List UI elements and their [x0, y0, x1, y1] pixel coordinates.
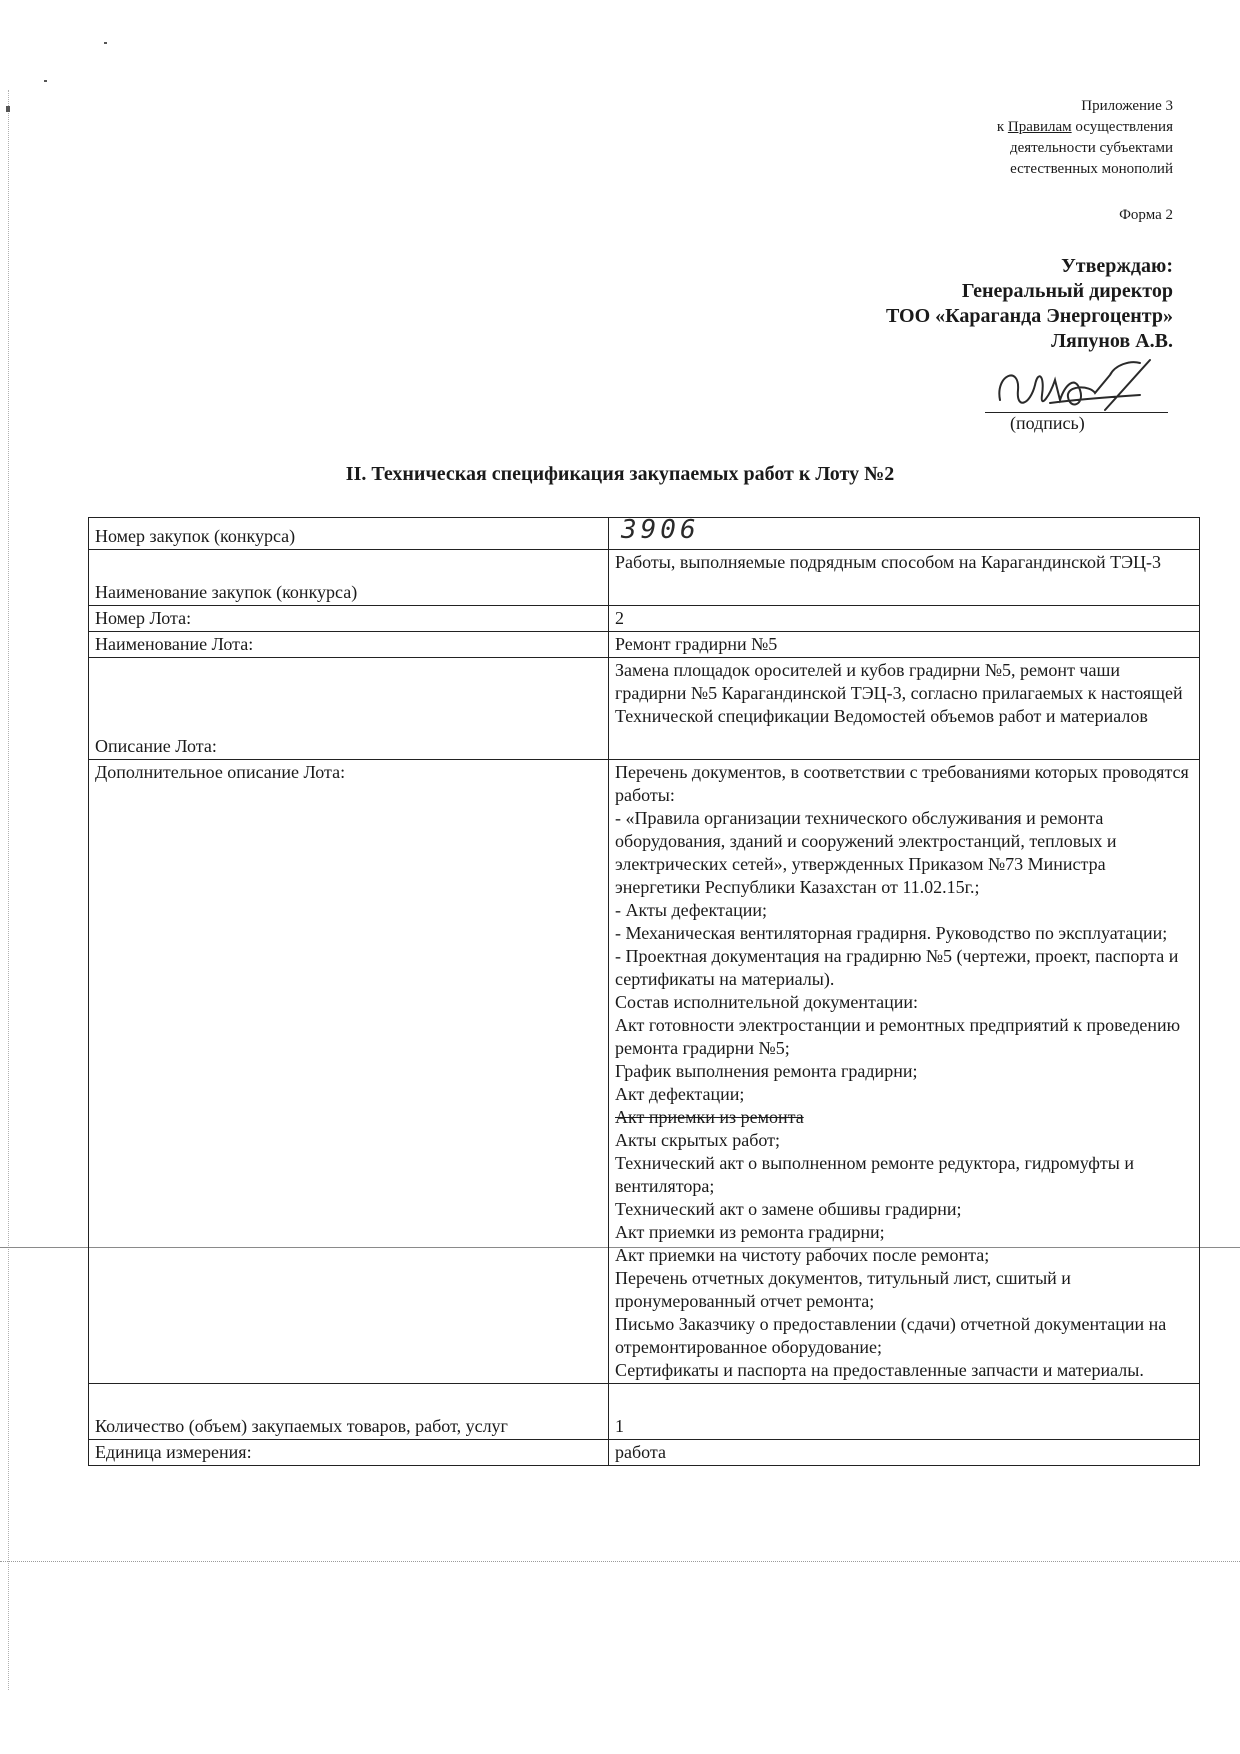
appendix-line: к Правилам осуществления [996, 119, 1173, 135]
signature-caption: (подпись) [1010, 413, 1085, 433]
description-line: Письмо Заказчику о предоставлении (сдачи) отчетной документации на отремонтированное оборудование; [615, 1314, 1167, 1357]
description-line: Перечень отчетных документов, титульный лист, сшитый и пронумерованный отчет ремонта; [615, 1268, 1071, 1311]
approval-title: Утверждаю: [1061, 255, 1173, 277]
lot-description-label: Описание Лота: [89, 658, 609, 760]
description-line: Сертификаты и паспорта на предоставленные запчасти и материалы. [615, 1360, 1144, 1380]
specification-table [88, 517, 1200, 1466]
appendix-line: Приложение 3 [1081, 98, 1173, 114]
appendix-line: естественных монополий [1010, 161, 1173, 177]
table-row [89, 760, 1200, 1384]
table-row [89, 658, 1200, 760]
description-line: Акт готовности электростанции и ремонтных предприятий к проведению ремонта градирни №5; [615, 1015, 1181, 1058]
additional-description-value [609, 760, 1200, 1384]
appendix-line: деятельности субъектами [1009, 140, 1173, 156]
table-row [89, 550, 1200, 606]
description-line: Акты скрытых работ; [615, 1130, 781, 1150]
lot-name-label: Наименование Лота: [89, 632, 609, 658]
table-row [89, 606, 1200, 632]
appendix-reference [913, 96, 1173, 180]
procurement-number-value [609, 515, 1200, 550]
lot-number-value: 2 [609, 606, 1200, 632]
description-line: Акт приемки на чистоту рабочих после ремонта; [615, 1245, 990, 1265]
procurement-number-label: Номер закупок (конкурса) [89, 518, 609, 550]
table-row [89, 518, 1200, 550]
description-line: - Акты дефектации; [615, 900, 767, 920]
approval-block [773, 254, 1173, 354]
description-line: Акт приемки из ремонта градирни; [615, 1222, 885, 1242]
table-row [89, 1440, 1200, 1466]
description-line: График выполнения ремонта градирни; [615, 1061, 918, 1081]
description-line: Состав исполнительной документации: [615, 992, 918, 1012]
approver-company: ТОО «Караганда Энергоцентр» [885, 305, 1173, 327]
lot-description-value: Замена площадок оросителей и кубов градирни №5, ремонт чаши градирни №5 Карагандинской ТЭЦ-3, согласно прилагаемых к настоящей Технической спецификации Ведомостей объемов работ и материалов [609, 658, 1200, 760]
description-line: - «Правила организации технического обслуживания и ремонта оборудования, зданий и сооружений электростанций, тепловых и электрических сетей», утвержденных Приказом №73 Министра энергетики Республики Казахстан от 11.02.15г.; [615, 808, 1117, 897]
procurement-name-value: Работы, выполняемые подрядным способом на Карагандинской ТЭЦ-3 [609, 550, 1200, 606]
approver-name: Ляпунов А.В. [1051, 330, 1173, 352]
unit-label: Единица измерения: [89, 1440, 609, 1466]
quantity-label: Количество (объем) закупаемых товаров, работ, услуг [89, 1384, 609, 1440]
scan-edge-left [8, 90, 9, 1690]
description-line: Акт дефектации; [615, 1084, 745, 1104]
table-row [89, 1384, 1200, 1440]
form-number: Форма 2 [1119, 207, 1173, 223]
lot-number-label: Номер Лота: [89, 606, 609, 632]
approver-position: Генеральный директор [961, 280, 1173, 302]
additional-description-label: Дополнительное описание Лота: [89, 760, 609, 1384]
description-line-struck: Акт приемки из ремонта [615, 1107, 804, 1127]
procurement-name-label: Наименование закупок (конкурса) [89, 550, 609, 606]
description-line: - Механическая вентиляторная градирня. Руководство по эксплуатации; [615, 923, 1168, 943]
scan-speck [6, 106, 10, 112]
table-row [89, 632, 1200, 658]
unit-value: работа [609, 1440, 1200, 1466]
scan-fold-line-lower [0, 1561, 1240, 1562]
handwritten-procurement-number: 3906 [621, 515, 700, 545]
description-line: Перечень документов, в соответствии с требованиями которых проводятся работы: [615, 762, 1189, 805]
scan-speck [104, 42, 107, 44]
rules-link: Правилам [1007, 119, 1072, 135]
description-line: Технический акт о выполненном ремонте редуктора, гидромуфты и вентилятора; [615, 1153, 1135, 1196]
lot-name-value: Ремонт градирни №5 [609, 632, 1200, 658]
description-line: Технический акт о замене обшивы градирни; [615, 1199, 962, 1219]
scan-speck [44, 80, 47, 82]
description-line: - Проектная документация на градирню №5 (чертежи, проект, паспорта и сертификаты на материалы). [615, 946, 1179, 989]
document-title: II. Техническая спецификация закупаемых работ к Лоту №2 [345, 463, 895, 485]
quantity-value: 1 [609, 1384, 1200, 1440]
